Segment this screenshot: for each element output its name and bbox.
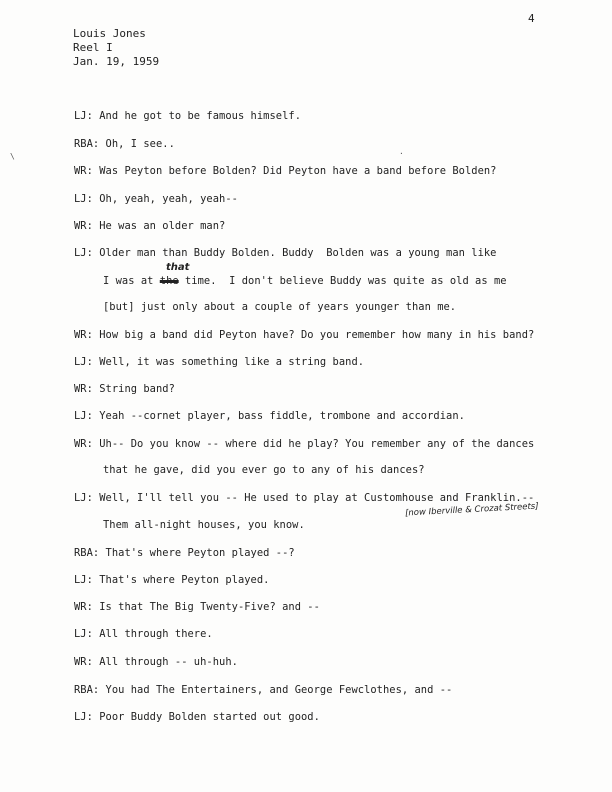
transcript-line: LJ: Poor Buddy Bolden started out good. <box>74 711 320 723</box>
stray-mark: \ <box>10 152 15 161</box>
struck-word: the <box>159 275 179 287</box>
transcript-line: that he gave, did you ever go to any of his dances? <box>103 464 425 476</box>
handwritten-insert: that <box>166 262 190 273</box>
header-reel: Reel I <box>73 41 113 54</box>
line-segment: I was at <box>103 275 160 287</box>
header-date: Jan. 19, 1959 <box>73 55 160 68</box>
transcript-line: WR: Uh-- Do you know -- where did he play? You remember any of the dances <box>74 438 535 450</box>
transcript-line: WR: How big a band did Peyton have? Do you remember how many in his band? <box>74 329 535 341</box>
transcript-line: LJ: Yeah --cornet player, bass fiddle, trombone and accordian. <box>74 410 465 422</box>
line-segment: time. I don't believe Buddy was quite as old as me <box>178 275 507 287</box>
transcript-line-with-correction <box>103 275 507 288</box>
transcript-line: WR: He was an older man? <box>74 220 226 232</box>
transcript-line: LJ: Older man than Buddy Bolden. Buddy Bolden was a young man like <box>74 247 497 259</box>
transcript-line: [but] just only about a couple of years younger than me. <box>103 301 457 313</box>
transcript-line: LJ: Oh, yeah, yeah, yeah-- <box>74 193 238 205</box>
transcript-line: RBA: That's where Peyton played --? <box>74 547 295 559</box>
transcript-line: LJ: And he got to be famous himself. <box>74 110 302 122</box>
transcript-line: WR: All through -- uh-huh. <box>74 656 238 668</box>
transcript-line: RBA: You had The Entertainers, and George Fewclothes, and -- <box>74 684 453 696</box>
page-number: 4 <box>528 12 535 25</box>
transcript-line: LJ: That's where Peyton played. <box>74 574 270 586</box>
transcript-line: RBA: Oh, I see.. <box>74 138 175 150</box>
transcript-line: LJ: Well, it was something like a string band. <box>74 356 365 368</box>
handwritten-note: [now Iberville & Crozat Streets] <box>404 501 539 519</box>
transcript-line: LJ: All through there. <box>74 628 213 640</box>
header-interviewee: Louis Jones <box>73 27 146 40</box>
transcript-line: Them all-night houses, you know. <box>103 519 305 531</box>
stray-mark: . <box>399 147 404 156</box>
transcript-line: WR: Was Peyton before Bolden? Did Peyton have a band before Bolden? <box>74 165 497 177</box>
transcript-line: LJ: Well, I'll tell you -- He used to play at Customhouse and Franklin.-- <box>74 492 535 504</box>
transcript-line: WR: Is that The Big Twenty-Five? and -- <box>74 601 320 613</box>
transcript-line: WR: String band? <box>74 383 175 395</box>
